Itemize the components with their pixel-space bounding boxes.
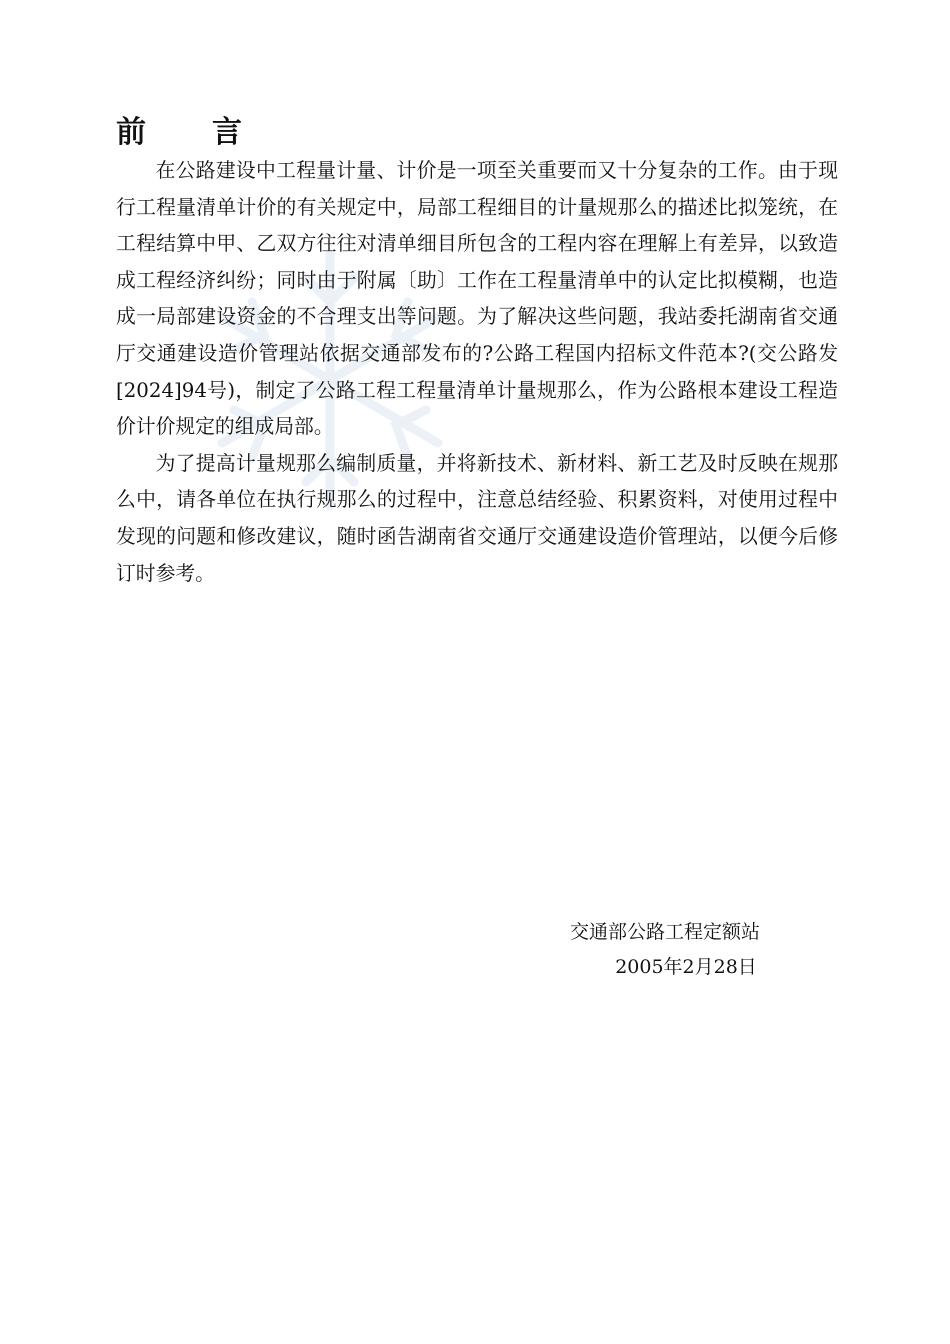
body-text <box>116 153 838 592</box>
paragraph-2: 为了提高计量规那么编制质量，并将新技术、新材料、新工艺及时反映在规那么中，请各单位在执行规那么的过程中，注意总结经验、积累资料，对使用过程中发现的问题和修改建议，随时函告湖南省交通厅交通建设造价管理站，以便今后修订时参考。 <box>116 451 838 585</box>
signature-organization: 交通部公路工程定额站 <box>569 921 760 943</box>
signature-block <box>540 915 790 985</box>
paragraph-1: 在公路建设中工程量计量、计价是一项至关重要而又十分复杂的工作。由于现行工程量清单计价的有关规定中，局部工程细目的计量规那么的描述比拟笼统，在工程结算中甲、乙双方往往对清单细目所包含的工程内容在理解上有差异，以致造成工程经济纠纷；同时由于附属〔助〕工作在工程量清单中的认定比拟模糊，也造成一局部建设资金的不合理支出等问题。为了解决这些问题，我站委托湖南省交通厅交通建设造价管理站依据交通部发布的?公路工程国内招标文件范本?(交公路发[2024]94号)，制定了公路工程工程量清单计量规那么，作为公路根本建设工程造价计价规定的组成局部。 <box>116 159 838 439</box>
signature-date: 2005年2月28日 <box>615 956 757 978</box>
page-title: 前 言 <box>116 115 244 150</box>
